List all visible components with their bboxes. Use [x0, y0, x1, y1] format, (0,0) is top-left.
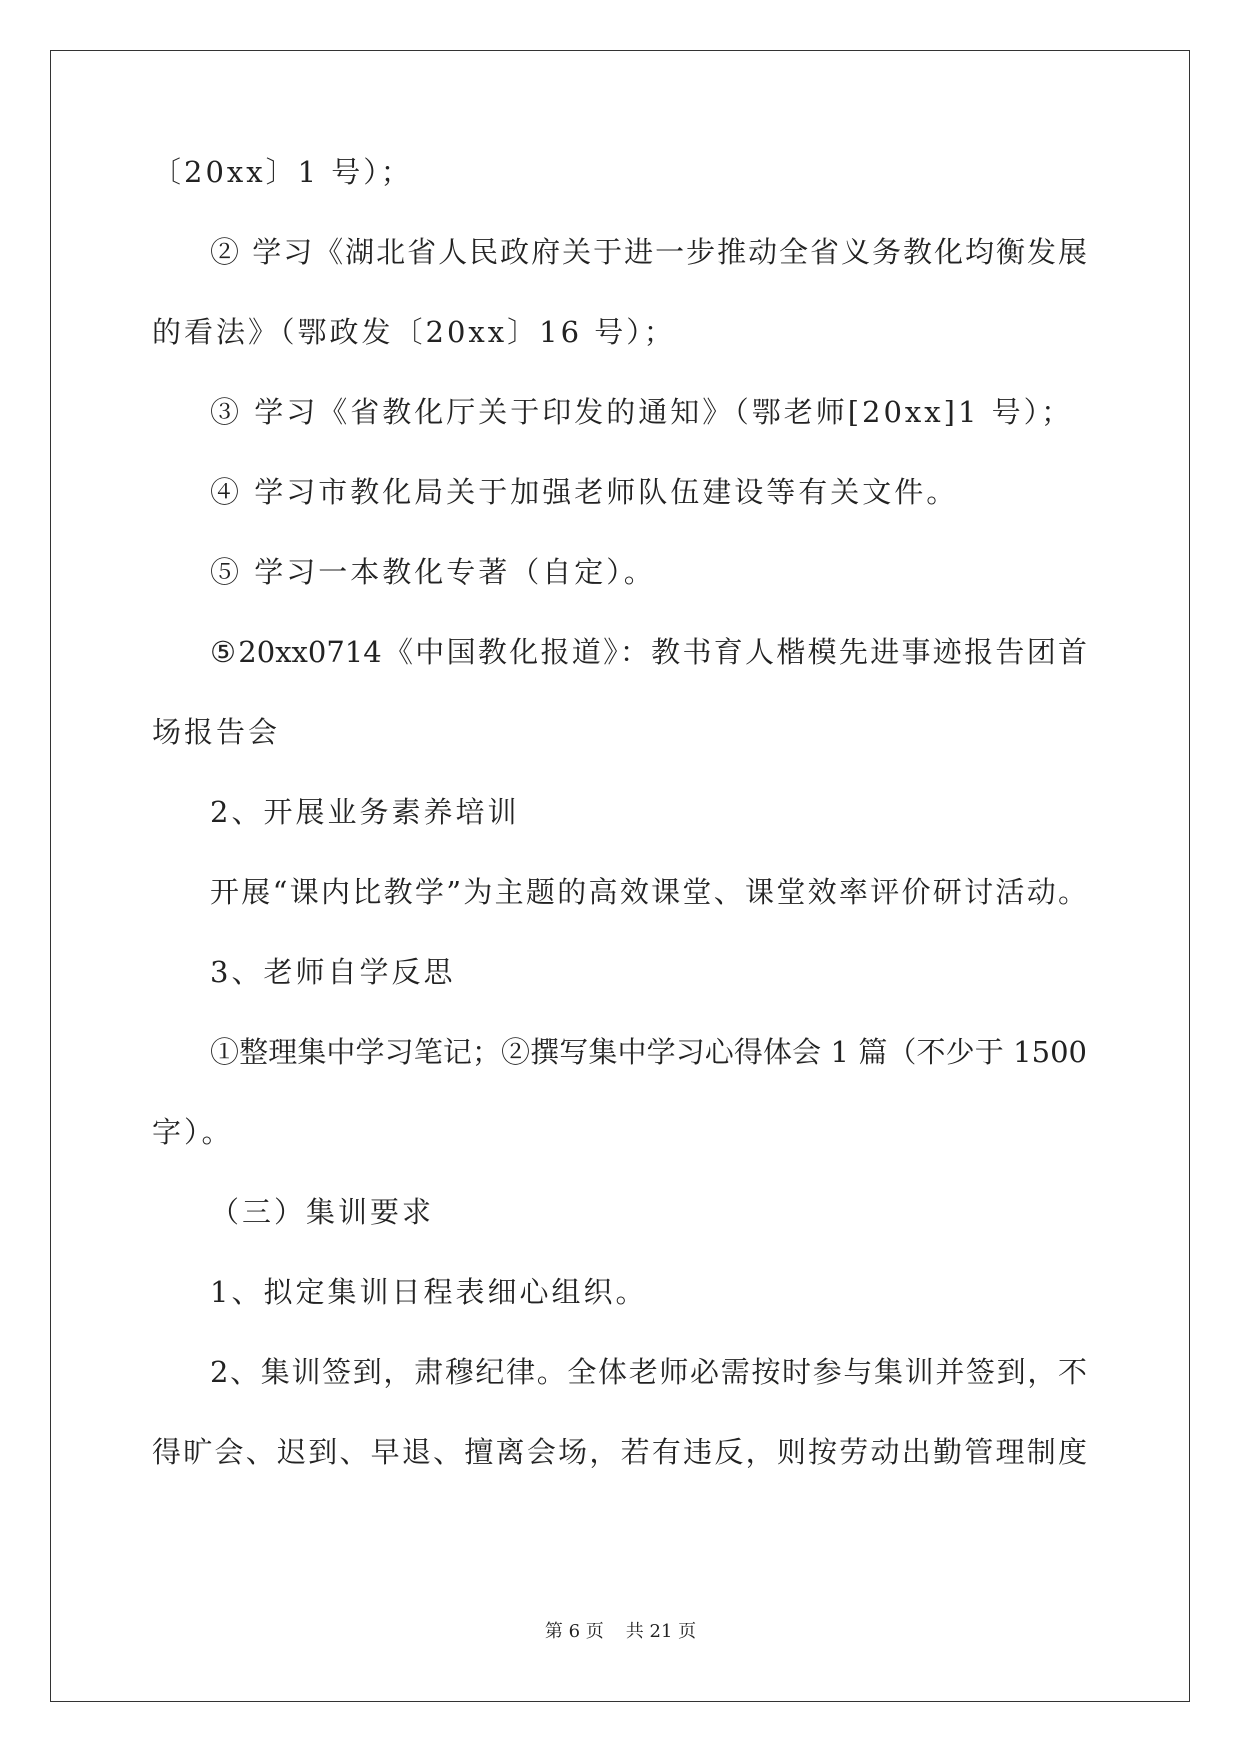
text-line-2: ② 学习《湖北省人民政府关于进一步推动全省义务教化均衡发展	[210, 235, 1087, 269]
page-number: 第 6 页	[544, 1621, 604, 1642]
text-line-11: 3、老师自学反思	[210, 955, 456, 989]
text-line-8: 场报告会	[152, 715, 281, 749]
text-line-12: ①整理集中学习笔记；②撰写集中学习心得体会 1 篇（不少于 1500	[210, 1035, 1087, 1069]
page-total: 共 21 页	[625, 1621, 697, 1642]
text-line-6: ⑤ 学习一本教化专著（自定）。	[210, 555, 656, 589]
text-line-5: ④ 学习市教化局关于加强老师队伍建设等有关文件。	[210, 475, 959, 509]
text-line-4: ③ 学习《省教化厅关于印发的通知》（鄂老师[20xx]1 号）；	[210, 395, 1074, 429]
text-line-9: 2、开展业务素养培训	[210, 795, 520, 829]
text-line-17: 得旷会、迟到、早退、擅离会场，若有违反，则按劳动出勤管理制度	[152, 1435, 1087, 1469]
text-line-15: 1、拟定集训日程表细心组织。	[210, 1275, 648, 1309]
text-line-16: 2、集训签到，肃穆纪律。全体老师必需按时参与集训并签到，不	[210, 1355, 1087, 1389]
section-heading: （三）集训要求	[210, 1195, 435, 1229]
page-footer	[0, 1620, 1241, 1644]
text-line-7: ⑤20xx0714《中国教化报道》：教书育人楷模先进事迹报告团首	[210, 635, 1087, 669]
text-line-10: 开展“课内比教学”为主题的高效课堂、课堂效率评价研讨活动。	[210, 875, 1087, 909]
text-line-1: 〔20xx〕1 号）；	[152, 155, 413, 189]
text-line-3: 的看法》（鄂政发〔20xx〕16 号）；	[152, 315, 676, 349]
text-line-13: 字）。	[152, 1115, 234, 1149]
